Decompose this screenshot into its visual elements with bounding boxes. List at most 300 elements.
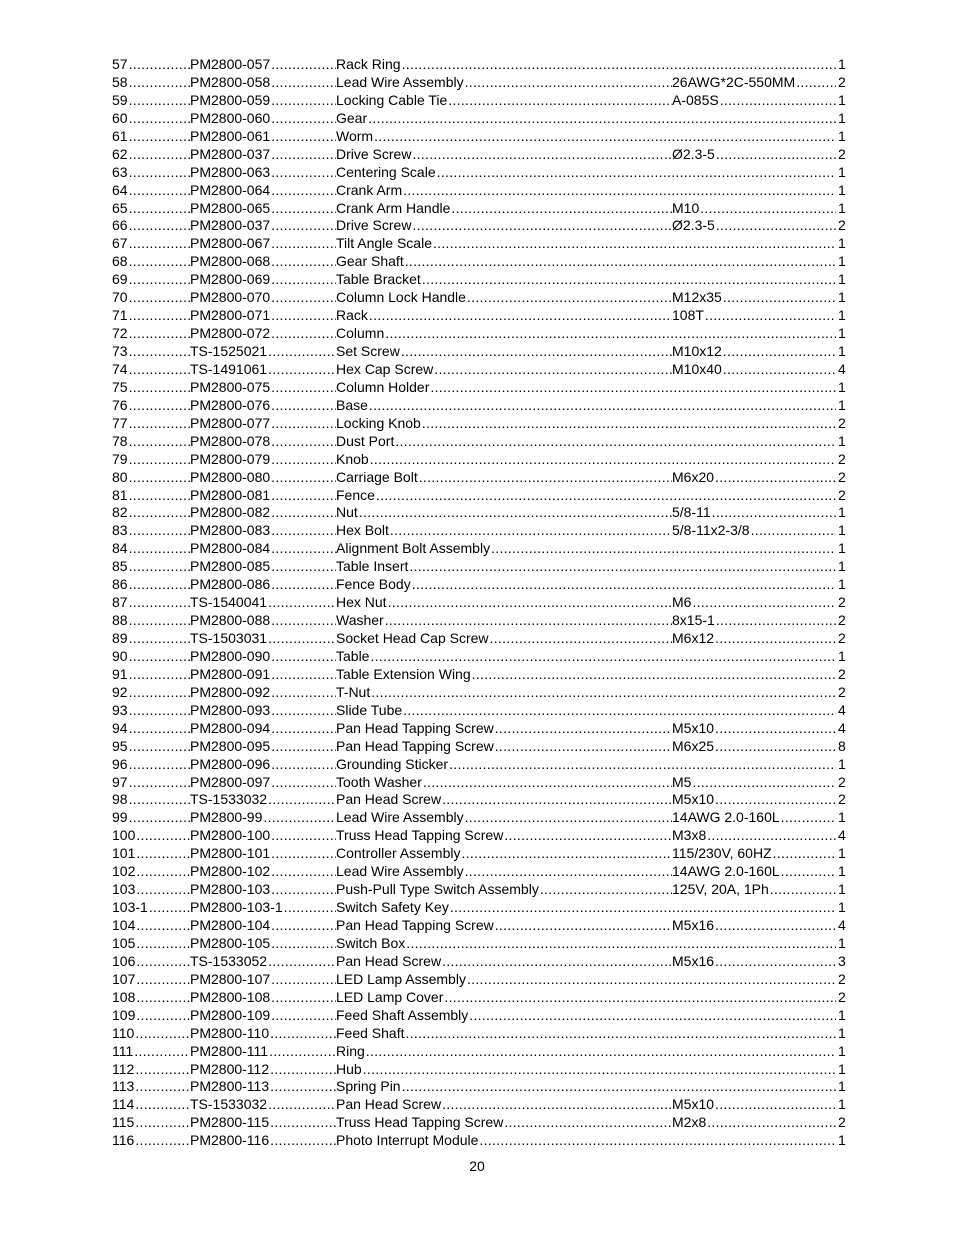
- part-size: 14AWG 2.0-160L .....: [672, 863, 836, 881]
- item-number: 60 .....: [112, 110, 190, 128]
- part-quantity: 1: [838, 863, 846, 880]
- item-number: 93 .....: [112, 702, 190, 720]
- part-description: Base .....: [336, 397, 836, 415]
- part-size: M12x35 .....: [672, 289, 836, 307]
- item-number: 105 .....: [112, 935, 190, 953]
- part-quantity: 1: [838, 755, 846, 772]
- part-quantity: 1: [838, 647, 846, 664]
- item-number: 88 .....: [112, 612, 190, 630]
- part-number: PM2800-080 .....: [190, 469, 336, 487]
- parts-list-row: [112, 899, 846, 917]
- parts-list-row: [112, 934, 846, 953]
- item-number: 74 .....: [112, 361, 190, 379]
- part-number: PM2800-109 .....: [190, 1007, 336, 1025]
- part-description: Socket Head Cap Screw .....: [336, 630, 672, 648]
- item-number: 116 .....: [112, 1132, 190, 1150]
- item-number: 76 .....: [112, 397, 190, 415]
- part-number: PM2800-091 .....: [190, 666, 336, 684]
- parts-list-row: [112, 647, 846, 666]
- part-number: PM2800-103-1 .....: [190, 899, 336, 917]
- part-quantity: 1: [838, 1042, 846, 1059]
- part-description: LED Lamp Cover .....: [336, 989, 836, 1007]
- part-number: PM2800-115 .....: [190, 1114, 336, 1132]
- item-number: 103-1 .....: [112, 899, 190, 917]
- part-description: Crank Arm .....: [336, 182, 836, 200]
- part-size: M3x8 .....: [672, 827, 836, 845]
- parts-list-row: [112, 343, 846, 361]
- part-number: PM2800-99 .....: [190, 809, 336, 827]
- parts-list-row: [112, 181, 846, 200]
- part-quantity: 1: [838, 325, 846, 342]
- part-number: PM2800-104 .....: [190, 917, 336, 935]
- part-quantity: 2: [838, 486, 846, 503]
- part-number: PM2800-064 .....: [190, 182, 336, 200]
- part-number: PM2800-116 .....: [190, 1132, 336, 1150]
- parts-list-row: [112, 217, 846, 235]
- part-size: M10 .....: [672, 200, 836, 218]
- parts-list-row: [112, 163, 846, 182]
- part-description: Lead Wire Assembly .....: [336, 74, 672, 92]
- parts-list-row: [112, 1132, 846, 1150]
- item-number: 87 .....: [112, 594, 190, 612]
- item-number: 85 .....: [112, 558, 190, 576]
- part-description: Hex Bolt .....: [336, 522, 672, 540]
- item-number: 66 .....: [112, 217, 190, 235]
- part-quantity: 1: [838, 899, 846, 916]
- part-description: Switch Box .....: [336, 935, 836, 953]
- part-description: Nut .....: [336, 504, 672, 522]
- part-number: PM2800-097 .....: [190, 774, 336, 792]
- part-quantity: 4: [838, 360, 846, 377]
- part-number: PM2800-084 .....: [190, 540, 336, 558]
- part-size: M5x10 .....: [672, 720, 836, 738]
- item-number: 89 .....: [112, 630, 190, 648]
- part-description: Hex Nut .....: [336, 594, 672, 612]
- part-size: Ø2.3-5 .....: [672, 146, 836, 164]
- part-quantity: 4: [838, 719, 846, 736]
- part-description: Lead Wire Assembly .....: [336, 809, 672, 827]
- part-description: Push-Pull Type Switch Assembly .....: [336, 881, 672, 899]
- parts-list-row: [112, 91, 846, 110]
- parts-list-row: [112, 594, 846, 612]
- part-quantity: 1: [838, 1096, 846, 1113]
- item-number: 82 .....: [112, 504, 190, 522]
- item-number: 84 .....: [112, 540, 190, 558]
- part-number: PM2800-071 .....: [190, 307, 336, 325]
- item-number: 106 .....: [112, 953, 190, 971]
- parts-list-row: [112, 845, 846, 863]
- part-description: Table Bracket .....: [336, 271, 836, 289]
- part-size: 26AWG*2C-550MM .....: [672, 74, 836, 92]
- item-number: 102 .....: [112, 863, 190, 881]
- part-number: PM2800-037 .....: [190, 217, 336, 235]
- part-description: Gear Shaft .....: [336, 253, 836, 271]
- part-number: PM2800-090 .....: [190, 648, 336, 666]
- parts-list-row: [112, 450, 846, 469]
- parts-list-row: [112, 737, 846, 756]
- part-number: PM2800-083 .....: [190, 522, 336, 540]
- item-number: 99 .....: [112, 809, 190, 827]
- parts-list-row: [112, 109, 846, 128]
- parts-list-row: [112, 73, 846, 92]
- part-size: 14AWG 2.0-160L .....: [672, 809, 836, 827]
- item-number: 92 .....: [112, 684, 190, 702]
- part-number: PM2800-068 .....: [190, 253, 336, 271]
- parts-list-row: [112, 56, 846, 74]
- item-number: 61 .....: [112, 128, 190, 146]
- part-number: PM2800-102 .....: [190, 863, 336, 881]
- item-number: 91 .....: [112, 666, 190, 684]
- part-number: TS-1540041 .....: [190, 594, 336, 612]
- part-description: Switch Safety Key .....: [336, 899, 836, 917]
- parts-list-row: [112, 1060, 846, 1079]
- parts-list-row: [112, 127, 846, 146]
- part-description: Pan Head Screw .....: [336, 791, 672, 809]
- part-size: 125V, 20A, 1Ph .....: [672, 881, 836, 899]
- parts-list-row: [112, 325, 846, 343]
- part-description: T-Nut .....: [336, 684, 836, 702]
- part-quantity: 2: [838, 73, 846, 90]
- parts-list-row: [112, 881, 846, 899]
- part-description: Ring .....: [336, 1043, 836, 1061]
- part-quantity: 1: [838, 540, 846, 557]
- part-description: Controller Assembly .....: [336, 845, 672, 863]
- part-description: Fence .....: [336, 487, 836, 505]
- part-description: Carriage Bolt .....: [336, 469, 672, 487]
- part-description: Washer .....: [336, 612, 672, 630]
- item-number: 95 .....: [112, 738, 190, 756]
- part-description: Fence Body .....: [336, 576, 836, 594]
- item-number: 104 .....: [112, 917, 190, 935]
- part-quantity: 1: [838, 56, 846, 72]
- item-number: 98 .....: [112, 791, 190, 809]
- parts-list-row: [112, 791, 846, 809]
- item-number: 58 .....: [112, 74, 190, 92]
- part-size: M6x20 .....: [672, 469, 836, 487]
- part-quantity: 2: [838, 468, 846, 485]
- parts-list-row: [112, 504, 846, 522]
- item-number: 114 .....: [112, 1096, 190, 1114]
- part-description: Pan Head Tapping Screw .....: [336, 720, 672, 738]
- part-size: M5x16 .....: [672, 953, 836, 971]
- parts-list-row: [112, 253, 846, 271]
- part-description: Crank Arm Handle .....: [336, 200, 672, 218]
- part-quantity: 1: [838, 396, 846, 413]
- part-description: Drive Screw .....: [336, 217, 672, 235]
- part-quantity: 2: [838, 612, 846, 629]
- parts-list-row: [112, 378, 846, 397]
- part-number: PM2800-112 .....: [190, 1061, 336, 1079]
- parts-list-row: [112, 917, 846, 935]
- part-description: Hub .....: [336, 1061, 836, 1079]
- part-quantity: 1: [838, 163, 846, 180]
- part-size: Ø2.3-5 .....: [672, 217, 836, 235]
- part-number: PM2800-063 .....: [190, 164, 336, 182]
- part-number: PM2800-092 .....: [190, 684, 336, 702]
- part-quantity: 3: [838, 952, 846, 969]
- part-quantity: 2: [838, 970, 846, 987]
- part-quantity: 1: [838, 809, 846, 826]
- item-number: 72 .....: [112, 325, 190, 343]
- parts-list-row: [112, 1042, 846, 1061]
- part-quantity: 1: [838, 289, 846, 306]
- parts-list-row: [112, 809, 846, 827]
- part-number: PM2800-107 .....: [190, 971, 336, 989]
- part-number: PM2800-101 .....: [190, 845, 336, 863]
- part-quantity: 1: [838, 91, 846, 108]
- part-quantity: 1: [838, 1006, 846, 1023]
- item-number: 79 .....: [112, 451, 190, 469]
- part-description: Table Extension Wing .....: [336, 666, 836, 684]
- item-number: 103 .....: [112, 881, 190, 899]
- part-number: PM2800-095 .....: [190, 738, 336, 756]
- parts-list-row: [112, 701, 846, 720]
- part-quantity: 1: [838, 558, 846, 575]
- parts-list-row: [112, 540, 846, 558]
- parts-list-row: [112, 683, 846, 702]
- part-size: A-085S .....: [672, 92, 836, 110]
- part-number: TS-1491061 .....: [190, 361, 336, 379]
- part-number: PM2800-076 .....: [190, 397, 336, 415]
- parts-list-row: [112, 307, 846, 325]
- part-description: Table .....: [336, 648, 836, 666]
- part-number: PM2800-096 .....: [190, 756, 336, 774]
- part-quantity: 1: [838, 1060, 846, 1077]
- item-number: 63 .....: [112, 164, 190, 182]
- item-number: 83 .....: [112, 522, 190, 540]
- item-number: 113 .....: [112, 1078, 190, 1096]
- part-number: PM2800-067 .....: [190, 235, 336, 253]
- part-description: Alignment Bolt Assembly .....: [336, 540, 836, 558]
- part-size: M5x16 .....: [672, 917, 836, 935]
- parts-list-row: [112, 755, 846, 774]
- parts-list-row: [112, 271, 846, 289]
- parts-list-row: [112, 630, 846, 648]
- part-number: PM2800-070 .....: [190, 289, 336, 307]
- part-description: Rack Ring .....: [336, 56, 836, 74]
- part-description: Truss Head Tapping Screw .....: [336, 827, 672, 845]
- part-quantity: 1: [838, 181, 846, 198]
- part-description: Gear .....: [336, 110, 836, 128]
- part-size: M5 .....: [672, 774, 836, 792]
- part-description: Column Lock Handle .....: [336, 289, 672, 307]
- part-quantity: 2: [838, 594, 846, 611]
- part-number: PM2800-088 .....: [190, 612, 336, 630]
- parts-list-row: [112, 1006, 846, 1025]
- part-number: TS-1533032 .....: [190, 791, 336, 809]
- item-number: 62 .....: [112, 146, 190, 164]
- part-quantity: 1: [838, 504, 846, 521]
- part-quantity: 1: [838, 432, 846, 449]
- parts-list-row: [112, 665, 846, 684]
- part-size: 108T .....: [672, 307, 836, 325]
- part-size: M5x10 .....: [672, 1096, 836, 1114]
- parts-list-row: [112, 486, 846, 505]
- parts-list-row: [112, 576, 846, 594]
- item-number: 67 .....: [112, 235, 190, 253]
- part-quantity: 1: [838, 1132, 846, 1149]
- part-quantity: 1: [838, 253, 846, 270]
- parts-list-row: [112, 558, 846, 576]
- part-size: M6 .....: [672, 594, 836, 612]
- item-number: 65 .....: [112, 200, 190, 218]
- part-description: Dust Port .....: [336, 433, 836, 451]
- part-number: PM2800-113 .....: [190, 1078, 336, 1096]
- item-number: 73 .....: [112, 343, 190, 361]
- part-description: Slide Tube .....: [336, 702, 836, 720]
- part-description: Grounding Sticker .....: [336, 756, 836, 774]
- part-description: Hex Cap Screw .....: [336, 361, 672, 379]
- part-size: M10x40 .....: [672, 361, 836, 379]
- part-quantity: 4: [838, 917, 846, 933]
- part-quantity: 1: [838, 271, 846, 288]
- part-number: PM2800-069 .....: [190, 271, 336, 289]
- part-size: 5/8-11x2-3/8 .....: [672, 522, 836, 540]
- part-description: Locking Cable Tie .....: [336, 92, 672, 110]
- part-number: PM2800-058 .....: [190, 74, 336, 92]
- parts-list-row: [112, 522, 846, 540]
- part-quantity: 2: [838, 683, 846, 700]
- part-number: TS-1503031 .....: [190, 630, 336, 648]
- part-number: PM2800-079 .....: [190, 451, 336, 469]
- item-number: 78 .....: [112, 433, 190, 451]
- part-number: PM2800-086 .....: [190, 576, 336, 594]
- part-number: PM2800-037 .....: [190, 146, 336, 164]
- parts-list-row: [112, 396, 846, 415]
- parts-list-row: [112, 1024, 846, 1043]
- part-quantity: 1: [838, 378, 846, 395]
- part-quantity: 2: [838, 630, 846, 646]
- parts-list-row: [112, 145, 846, 164]
- part-quantity: 2: [838, 450, 846, 467]
- parts-list-row: [112, 952, 846, 971]
- parts-list-row: [112, 719, 846, 738]
- part-description: Pan Head Tapping Screw .....: [336, 917, 672, 935]
- part-description: LED Lamp Assembly .....: [336, 971, 836, 989]
- part-number: PM2800-094 .....: [190, 720, 336, 738]
- item-number: 90 .....: [112, 648, 190, 666]
- item-number: 112 .....: [112, 1061, 190, 1079]
- part-number: PM2800-085 .....: [190, 558, 336, 576]
- item-number: 94 .....: [112, 720, 190, 738]
- parts-list-row: [112, 414, 846, 433]
- parts-list-row: [112, 199, 846, 218]
- page-number: 20: [469, 1158, 485, 1174]
- part-description: Centering Scale .....: [336, 164, 836, 182]
- part-description: Worm .....: [336, 128, 836, 146]
- part-description: Truss Head Tapping Screw .....: [336, 1114, 672, 1132]
- item-number: 70 .....: [112, 289, 190, 307]
- part-number: PM2800-077 .....: [190, 415, 336, 433]
- item-number: 64 .....: [112, 182, 190, 200]
- part-description: Tooth Washer .....: [336, 774, 672, 792]
- part-quantity: 1: [838, 307, 846, 324]
- part-number: PM2800-059 .....: [190, 92, 336, 110]
- item-number: 71 .....: [112, 307, 190, 325]
- part-quantity: 1: [838, 576, 846, 593]
- part-quantity: 1: [838, 934, 846, 951]
- parts-list-row: [112, 773, 846, 792]
- part-quantity: 2: [838, 665, 846, 682]
- part-number: TS-1525021 .....: [190, 343, 336, 361]
- part-size: 8x15-1 .....: [672, 612, 836, 630]
- parts-list-row: [112, 432, 846, 451]
- part-description: Column Holder .....: [336, 379, 836, 397]
- part-description: Spring Pin .....: [336, 1078, 836, 1096]
- part-quantity: 2: [838, 217, 846, 234]
- part-description: Table Insert .....: [336, 558, 836, 576]
- part-quantity: 8: [838, 737, 846, 754]
- part-quantity: 4: [838, 701, 846, 718]
- part-size: M2x8 .....: [672, 1114, 836, 1132]
- parts-list: [112, 56, 846, 1150]
- parts-list-row: [112, 970, 846, 989]
- part-number: PM2800-078 .....: [190, 433, 336, 451]
- part-description: Feed Shaft Assembly .....: [336, 1007, 836, 1025]
- part-number: PM2800-057 .....: [190, 56, 336, 74]
- item-number: 107 .....: [112, 971, 190, 989]
- item-number: 101 .....: [112, 845, 190, 863]
- item-number: 115 .....: [112, 1114, 190, 1132]
- part-description: Rack .....: [336, 307, 672, 325]
- part-size: 115/230V, 60HZ .....: [672, 845, 836, 863]
- part-number: TS-1533052 .....: [190, 953, 336, 971]
- item-number: 108 .....: [112, 989, 190, 1007]
- parts-list-row: [112, 1078, 846, 1096]
- part-description: Knob .....: [336, 451, 836, 469]
- part-number: TS-1533032 .....: [190, 1096, 336, 1114]
- part-quantity: 1: [838, 199, 846, 216]
- part-number: PM2800-061 .....: [190, 128, 336, 146]
- parts-list-row: [112, 988, 846, 1007]
- part-description: Lead Wire Assembly .....: [336, 863, 672, 881]
- part-size: M10x12 .....: [672, 343, 836, 361]
- parts-list-row: [112, 1114, 846, 1132]
- part-quantity: 1: [838, 1078, 846, 1095]
- part-description: Column .....: [336, 325, 836, 343]
- part-description: Locking Knob .....: [336, 415, 836, 433]
- item-number: 109 .....: [112, 1007, 190, 1025]
- part-quantity: 2: [838, 145, 846, 162]
- parts-list-row: [112, 235, 846, 253]
- parts-list-row: [112, 1096, 846, 1114]
- part-quantity: 2: [838, 988, 846, 1005]
- item-number: 81 .....: [112, 487, 190, 505]
- item-number: 80 .....: [112, 469, 190, 487]
- parts-list-row: [112, 468, 846, 487]
- part-description: Pan Head Tapping Screw .....: [336, 738, 672, 756]
- part-number: PM2800-082 .....: [190, 504, 336, 522]
- item-number: 68 .....: [112, 253, 190, 271]
- part-number: PM2800-072 .....: [190, 325, 336, 343]
- part-quantity: 1: [838, 109, 846, 126]
- item-number: 69 .....: [112, 271, 190, 289]
- part-quantity: 1: [838, 235, 846, 252]
- parts-list-row: [112, 360, 846, 379]
- part-description: Feed Shaft .....: [336, 1025, 836, 1043]
- part-number: PM2800-111 .....: [190, 1043, 336, 1061]
- part-number: PM2800-081 .....: [190, 487, 336, 505]
- part-number: PM2800-100 .....: [190, 827, 336, 845]
- part-size: 5/8-11 .....: [672, 504, 836, 522]
- part-description: Tilt Angle Scale .....: [336, 235, 836, 253]
- part-description: Pan Head Screw .....: [336, 1096, 672, 1114]
- part-quantity: 4: [838, 827, 846, 844]
- item-number: 77 .....: [112, 415, 190, 433]
- part-quantity: 1: [838, 881, 846, 898]
- part-quantity: 2: [838, 791, 846, 808]
- part-number: PM2800-105 .....: [190, 935, 336, 953]
